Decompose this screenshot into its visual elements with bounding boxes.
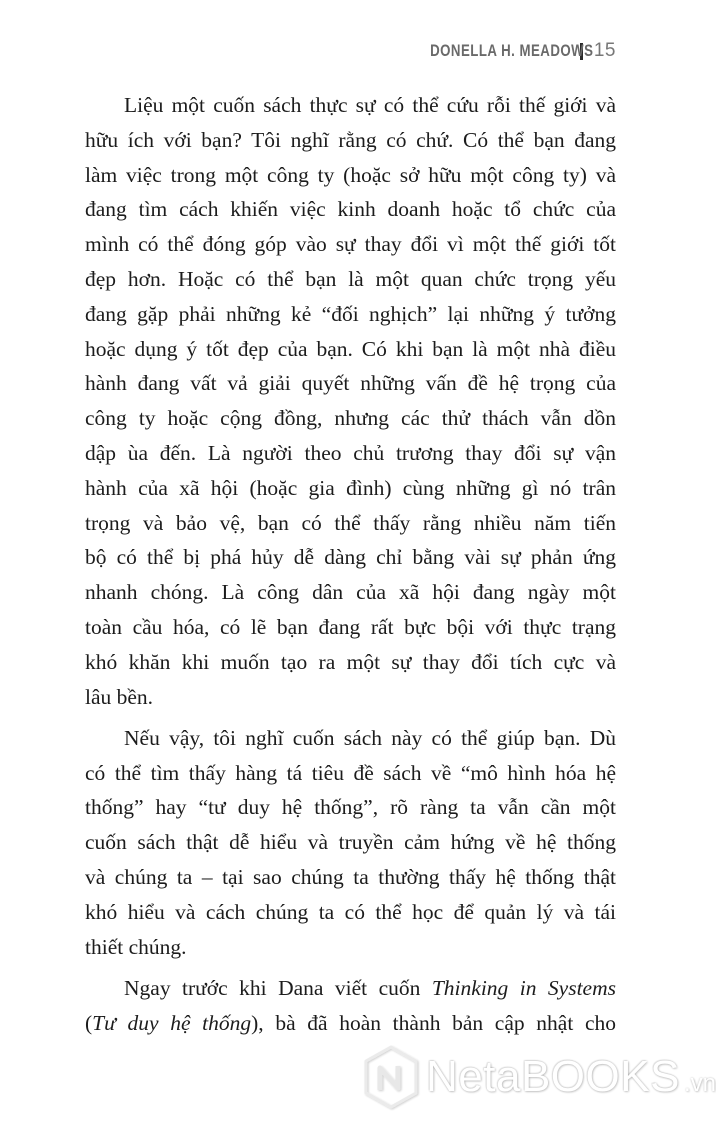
text-line: Nếu vậy, tôi nghĩ cuốn sách này có thể giúp bạn. Dù: [124, 725, 616, 750]
watermark-tld: .vn: [683, 1070, 716, 1097]
text-line: [85, 1006, 616, 1041]
text-line: Liệu một cuốn sách thực sự có thể cứu rỗi thế giới và: [124, 93, 616, 117]
text-line: nhanh chóng. Là công dân của xã hội đang ngày một: [85, 580, 616, 605]
text-line: hành đang vất vả giải quyết những vấn đề hệ trọng của: [85, 371, 616, 396]
text-line: toàn cầu hóa, có lẽ bạn đang rất bực bội với thực trạng: [85, 614, 616, 639]
book-title-vi-italic: Tư duy hệ thống: [92, 1010, 252, 1035]
text-line: công ty hoặc cộng đồng, nhưng các thử thách vẫn dồn: [85, 406, 616, 431]
text-line: hành của xã hội (hoặc gia đình) cùng những gì nó trân: [85, 475, 616, 500]
text-run: Ngay trước khi Dana viết cuốn: [124, 975, 432, 1000]
text-line: làm việc trong một công ty (hoặc sở hữu một công ty) và: [85, 162, 616, 187]
text-line: mình có thể đóng góp vào sự thay đổi vì một thế giới tốt: [85, 232, 616, 257]
text-line: cuốn sách thật dễ hiểu và truyền cảm hứng về hệ thống: [85, 830, 616, 855]
text-line: và chúng ta – tại sao chúng ta thường thấy hệ thống thật: [85, 865, 616, 890]
text-line: có thể tìm thấy hàng tá tiêu đề sách về “mô hình hóa hệ: [85, 760, 616, 785]
text-line: dập ùa đến. Là người theo chủ trương thay đổi sự vận: [85, 440, 616, 465]
text-line: trọng và bảo vệ, bạn có thể thấy rằng nhiều năm tiến: [85, 510, 616, 535]
text-line: hoặc dụng ý tốt đẹp của bạn. Có khi bạn là một nhà điều: [85, 336, 616, 361]
text-line: đang tìm cách khiến việc kinh doanh hoặc tổ chức của: [85, 197, 616, 222]
hexagon-n-logo-icon: [362, 1044, 420, 1110]
text-line: đang gặp phải những kẻ “đối nghịch” lại những ý tưởng: [85, 301, 616, 326]
paragraph-2: [85, 721, 616, 965]
watermark-brand: NetaBOOKS: [426, 1052, 680, 1101]
netabooks-watermark: [362, 1042, 716, 1112]
text-line: lâu bền.: [85, 684, 154, 709]
author-name: DONELLA H. MEADOWS: [430, 41, 594, 60]
text-line: khó hiểu và cách chúng ta có thể học để quản lý và tái: [85, 899, 616, 924]
text-line: khó khăn khi muốn tạo ra một sự thay đổi tích cực và: [85, 649, 616, 674]
running-header: [384, 38, 616, 64]
body-text: [85, 88, 616, 1047]
text-line: thống” hay “tư duy hệ thống”, rõ ràng ta vẫn cần một: [85, 795, 616, 820]
paragraph-3: [85, 971, 616, 1041]
text-line: [85, 971, 616, 1006]
text-line: bộ có thể bị phá hủy dễ dàng chỉ bằng vài sự phản ứng: [85, 545, 616, 570]
text-run: ), bà đã hoàn thành bản cập nhật cho: [251, 1010, 616, 1035]
book-title-italic: Thinking in Systems: [431, 975, 616, 1000]
page-number: 15: [593, 40, 616, 61]
text-line: thiết chúng.: [85, 934, 187, 959]
paragraph-1: [85, 88, 616, 714]
text-line: hữu ích với bạn? Tôi nghĩ rằng có chứ. Có thể bạn đang: [85, 127, 616, 152]
text-run: (: [85, 1010, 93, 1035]
text-line: đẹp hơn. Hoặc có thể bạn là một quan chức trọng yếu: [85, 266, 616, 291]
